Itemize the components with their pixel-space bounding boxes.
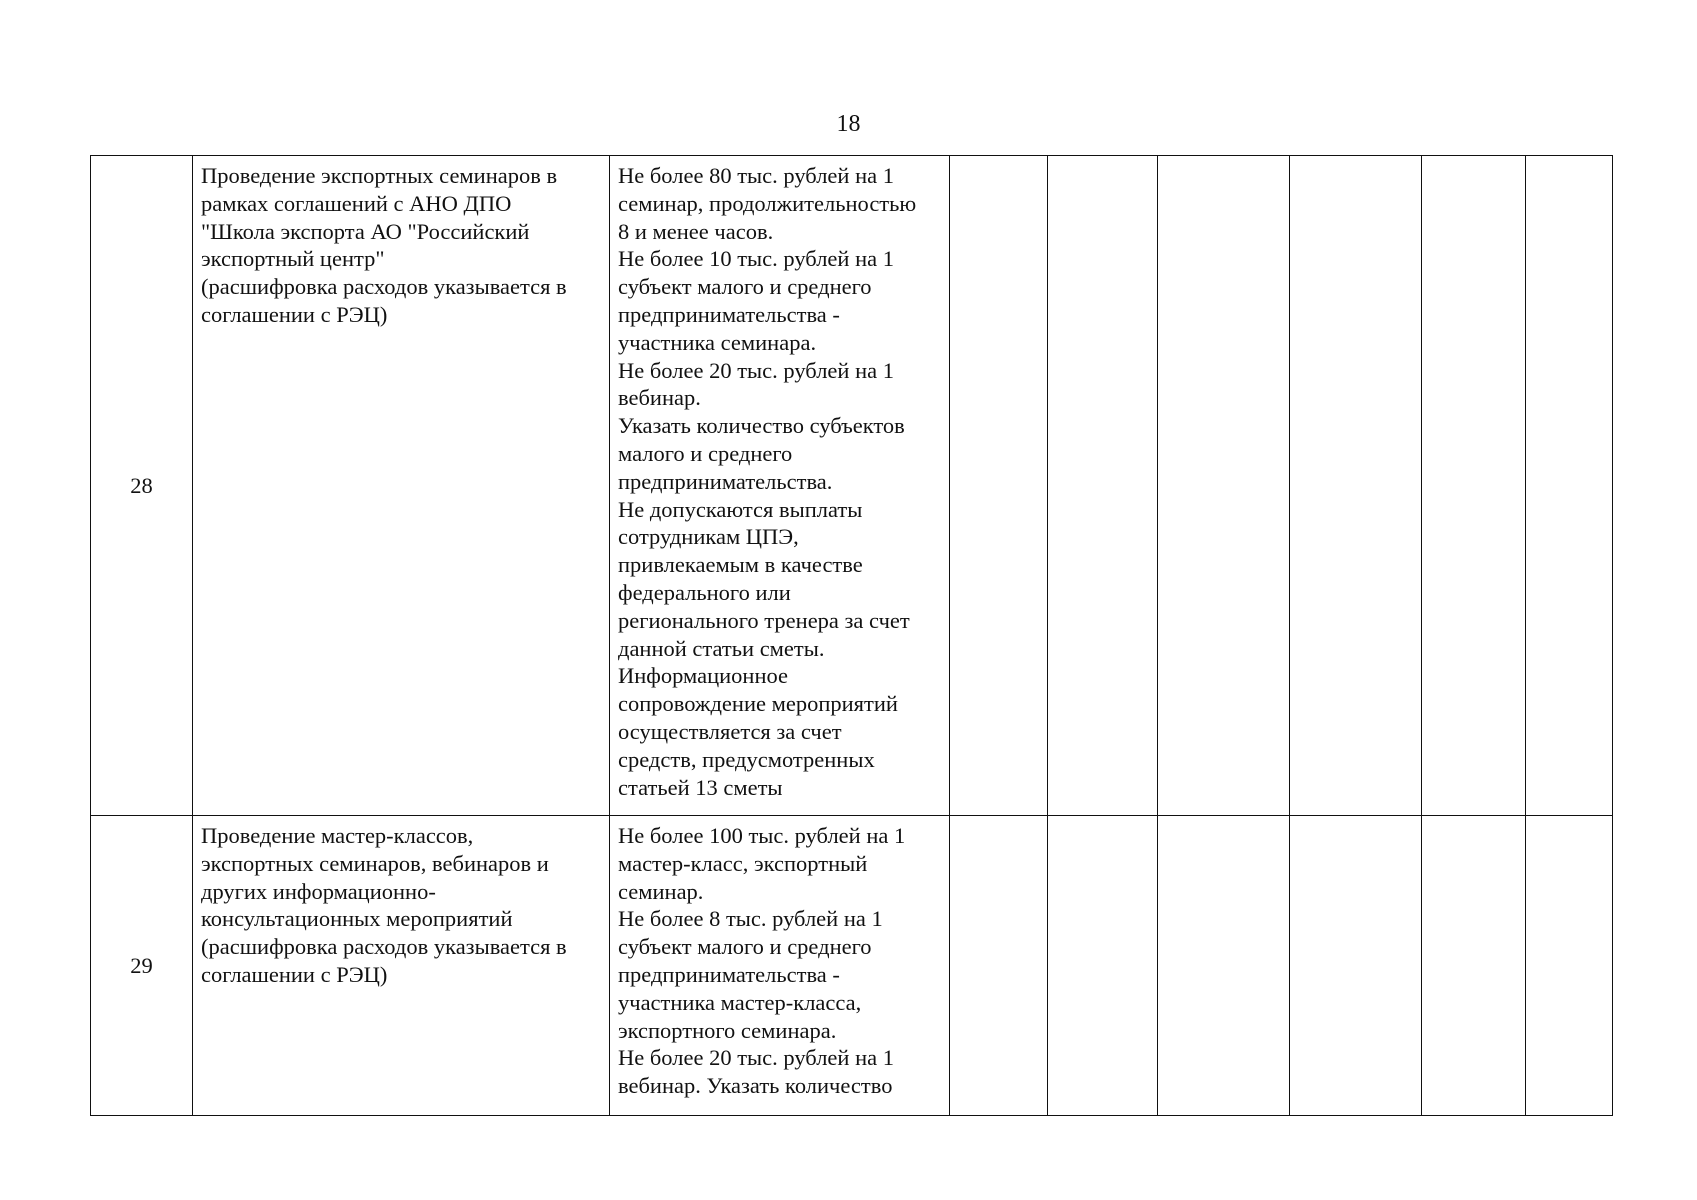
empty-cell <box>1422 816 1526 1116</box>
activity-cell: Проведение экспортных семинаров в рамках соглашений с АНО ДПО "Школа экспорта АО "Российский экспортный центр" (расшифровка расходов указывается в соглашении с РЭЦ) <box>193 156 610 816</box>
empty-cell <box>1526 816 1613 1116</box>
empty-cell <box>1158 816 1290 1116</box>
empty-cell <box>1526 156 1613 816</box>
empty-cell <box>1290 816 1422 1116</box>
page-number: 18 <box>836 111 861 137</box>
empty-cell <box>950 156 1048 816</box>
empty-cell <box>1048 156 1158 816</box>
empty-cell <box>1422 156 1526 816</box>
empty-cell <box>1048 816 1158 1116</box>
row-number-cell: 29 <box>91 816 193 1116</box>
row-number-cell: 28 <box>91 156 193 816</box>
empty-cell <box>1290 156 1422 816</box>
expense-limits-cell: Не более 100 тыс. рублей на 1 мастер-класс, экспортный семинар. Не более 8 тыс. рублей на 1 субъект малого и среднего предпринимательства - участника мастер-класса, экспортного семинара. Не более 20 тыс. рублей на 1 вебинар. Указать количество <box>610 816 950 1116</box>
table-row <box>91 156 1613 816</box>
budget-table <box>90 155 1613 1116</box>
activity-cell: Проведение мастер-классов, экспортных семинаров, вебинаров и других информационно- консультационных мероприятий (расшифровка расходов указывается в соглашении с РЭЦ) <box>193 816 610 1116</box>
empty-cell <box>950 816 1048 1116</box>
empty-cell <box>1158 156 1290 816</box>
expense-limits-cell: Не более 80 тыс. рублей на 1 семинар, продолжительностью 8 и менее часов. Не более 10 тыс. рублей на 1 субъект малого и среднего предпринимательства - участника семинара. Не более 20 тыс. рублей на 1 вебинар. Указать количество субъектов малого и среднего предпринимательства. Не допускаются выплаты сотрудникам ЦПЭ, привлекаемым в качестве федерального или регионального тренера за счет данной статьи сметы. Информационное сопровождение мероприятий осуществляется за счет средств, предусмотренных статьей 13 сметы <box>610 156 950 816</box>
table-row <box>91 816 1613 1116</box>
